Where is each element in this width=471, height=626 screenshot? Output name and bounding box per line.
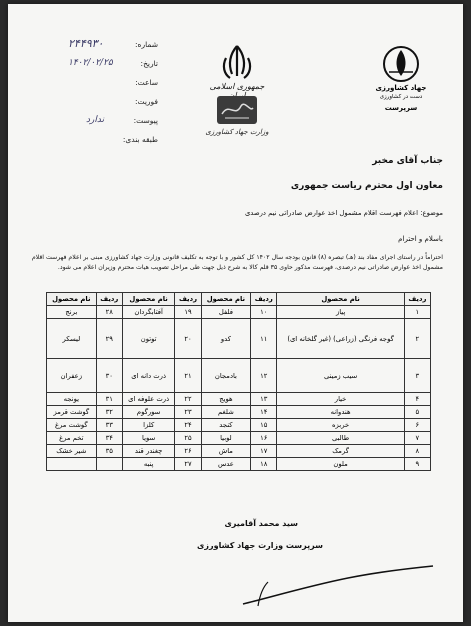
table-cell: پیاز bbox=[277, 306, 404, 319]
table-cell: ۳۱ bbox=[96, 393, 122, 406]
table-cell: هندوانه bbox=[277, 406, 404, 419]
letter-metadata bbox=[68, 37, 158, 154]
table-cell: ۱۳ bbox=[251, 393, 277, 406]
table-cell: ۲۵ bbox=[175, 432, 201, 445]
letter-number-label: شماره: bbox=[135, 40, 158, 49]
table-cell: ۸ bbox=[404, 445, 430, 458]
table-cell: ۹ bbox=[404, 458, 430, 471]
table-cell: ۳۵ bbox=[96, 445, 122, 458]
table-row bbox=[47, 432, 431, 445]
greeting: باسلام و احترام bbox=[398, 235, 443, 243]
table-cell: هویج bbox=[201, 393, 251, 406]
table-cell: خیار bbox=[277, 393, 404, 406]
table-cell: شیر خشک bbox=[47, 445, 97, 458]
table-cell bbox=[96, 458, 122, 471]
jahad-logo-icon bbox=[381, 44, 421, 84]
col-header: ردیف bbox=[175, 293, 201, 306]
table-cell: ۳۲ bbox=[96, 406, 122, 419]
products-table bbox=[46, 292, 431, 471]
table-cell: سورگوم bbox=[122, 406, 174, 419]
table-cell: ۱۶ bbox=[251, 432, 277, 445]
table-cell: ۳ bbox=[404, 359, 430, 393]
body-text: احتراماً در راستای اجرای مفاد بند (هـ) تبصره (۸) قانون بودجه سال ۱۴۰۲ کل کشور و با توجه به تکلیف قانونی وزارت جهاد کشاورزی مبنی بر اعلام فهرست اقلام مشمول اخذ عوارض صادراتی نیم درصدی، فهرست مذکور حاوی ۳۵ قلم کالا به شرح ذیل جهت طی مراحل تصویب هیات محترم وزیران اعلام می شود. bbox=[31, 254, 443, 271]
col-header: ردیف bbox=[251, 293, 277, 306]
table-cell: کنجد bbox=[201, 419, 251, 432]
table-cell: ۱۰ bbox=[251, 306, 277, 319]
table-cell: گوجه فرنگی (زراعی) (غیر گلخانه ای) bbox=[277, 319, 404, 359]
table-row bbox=[47, 319, 431, 359]
ministry-logo bbox=[368, 44, 434, 118]
emblem-caption: جمهوری اسلامی bbox=[209, 82, 265, 91]
table-cell: زعفران bbox=[47, 359, 97, 393]
time-label: ساعت: bbox=[135, 78, 158, 87]
date-label: تاریخ: bbox=[140, 59, 158, 68]
table-cell: سویا bbox=[122, 432, 174, 445]
addressee-line-2: معاون اول محترم ریاست جمهوری bbox=[290, 181, 443, 191]
urgency-label: فوریت: bbox=[134, 97, 158, 106]
col-header: نام محصول bbox=[201, 293, 251, 306]
table-cell: گوشت قرمز bbox=[47, 406, 97, 419]
table-cell: کدو bbox=[201, 319, 251, 359]
table-cell: بادمجان bbox=[201, 359, 251, 393]
table-cell: گرمک bbox=[277, 445, 404, 458]
table-cell bbox=[47, 458, 97, 471]
table-cell: ۲ bbox=[404, 319, 430, 359]
signatory-name: سید محمد آقامیری bbox=[224, 519, 298, 528]
table-cell: ۴ bbox=[404, 393, 430, 406]
col-header: نام محصول bbox=[277, 293, 404, 306]
table-cell: ۱۵ bbox=[251, 419, 277, 432]
table-cell: ۱۲ bbox=[251, 359, 277, 393]
table-cell: ۳۰ bbox=[96, 359, 122, 393]
addressee-line-1: جناب آقای مخبر bbox=[372, 156, 443, 166]
classification-label: طبقه بندی: bbox=[122, 135, 158, 144]
ministry-script: وزارت جهاد کشاورزی bbox=[205, 128, 269, 136]
table-header-row bbox=[47, 293, 431, 306]
table-cell: ۲۷ bbox=[175, 458, 201, 471]
table-cell: ۲۲ bbox=[175, 393, 201, 406]
attachment-label: پیوست: bbox=[133, 116, 158, 125]
table-row bbox=[47, 306, 431, 319]
table-row bbox=[47, 458, 431, 471]
emblem-icon bbox=[202, 42, 272, 82]
table-cell: ۲۱ bbox=[175, 359, 201, 393]
table-row bbox=[47, 406, 431, 419]
table-cell: خربزه bbox=[277, 419, 404, 432]
table-cell: ۱۱ bbox=[251, 319, 277, 359]
table-cell: ۲۶ bbox=[175, 445, 201, 458]
date-value: ۱۴۰۲/۰۲/۲۵ bbox=[68, 58, 113, 68]
table-cell: ۱۹ bbox=[175, 306, 201, 319]
table-cell: ۱۷ bbox=[251, 445, 277, 458]
table-cell: ذرت دانه ای bbox=[122, 359, 174, 393]
signatory-title: سرپرست وزارت جهاد کشاورزی bbox=[197, 541, 323, 550]
iran-emblem bbox=[202, 42, 272, 152]
table-row bbox=[47, 445, 431, 458]
table-row bbox=[47, 359, 431, 393]
table-cell: تخم مرغ bbox=[47, 432, 97, 445]
col-header: ردیف bbox=[404, 293, 430, 306]
table-cell: ۲۴ bbox=[175, 419, 201, 432]
table-cell: ماش bbox=[201, 445, 251, 458]
table-cell: ۲۰ bbox=[175, 319, 201, 359]
table-cell: چغندر قند bbox=[122, 445, 174, 458]
table-cell: ۱۸ bbox=[251, 458, 277, 471]
table-cell: لوبیا bbox=[201, 432, 251, 445]
table-cell: ۲۳ bbox=[175, 406, 201, 419]
table-cell: یونجه bbox=[47, 393, 97, 406]
handwritten-signature bbox=[238, 564, 438, 614]
table-cell: فلفل bbox=[201, 306, 251, 319]
table-cell: ۷ bbox=[404, 432, 430, 445]
table-cell: طالبی bbox=[277, 432, 404, 445]
table-cell: آفتابگردان bbox=[122, 306, 174, 319]
table-cell: پنبه bbox=[122, 458, 174, 471]
table-cell: عدس bbox=[201, 458, 251, 471]
subject-line: موضوع: اعلام فهرست اقلام مشمول اخذ عوارض صادراتی نیم درصدی bbox=[244, 209, 443, 217]
table-cell: شلغم bbox=[201, 406, 251, 419]
letter-page bbox=[8, 4, 463, 622]
calligraphy-seal bbox=[217, 96, 257, 124]
table-row bbox=[47, 419, 431, 432]
ministry-logo-text: جهاد کشاورزی bbox=[375, 84, 427, 92]
table-cell: ۳۳ bbox=[96, 419, 122, 432]
table-cell: ۳۴ bbox=[96, 432, 122, 445]
letter-number-value: ۲۴۴۹۳۰ bbox=[68, 37, 104, 50]
table-cell: توتون bbox=[122, 319, 174, 359]
table-cell: ۶ bbox=[404, 419, 430, 432]
table-cell: سیب زمینی bbox=[277, 359, 404, 393]
table-cell: گوشت مرغ bbox=[47, 419, 97, 432]
table-cell: برنج bbox=[47, 306, 97, 319]
sarparast-label: سرپرست bbox=[384, 104, 418, 112]
col-header: نام محصول bbox=[122, 293, 174, 306]
col-header: ردیف bbox=[96, 293, 122, 306]
col-header: نام محصول bbox=[47, 293, 97, 306]
table-cell: ملون bbox=[277, 458, 404, 471]
table-cell: ۵ bbox=[404, 406, 430, 419]
table-cell: ۲۸ bbox=[96, 306, 122, 319]
table-cell: ذرت علوفه ای bbox=[122, 393, 174, 406]
table-cell: ۱۴ bbox=[251, 406, 277, 419]
table-cell: ۲۹ bbox=[96, 319, 122, 359]
table-cell: ۱ bbox=[404, 306, 430, 319]
table-cell: کلزا bbox=[122, 419, 174, 432]
ministry-subtitle: دست در کشاورزی bbox=[379, 94, 423, 100]
attachment-value: ندارد bbox=[86, 115, 105, 125]
table-row bbox=[47, 393, 431, 406]
table-cell: لیسکر bbox=[47, 319, 97, 359]
